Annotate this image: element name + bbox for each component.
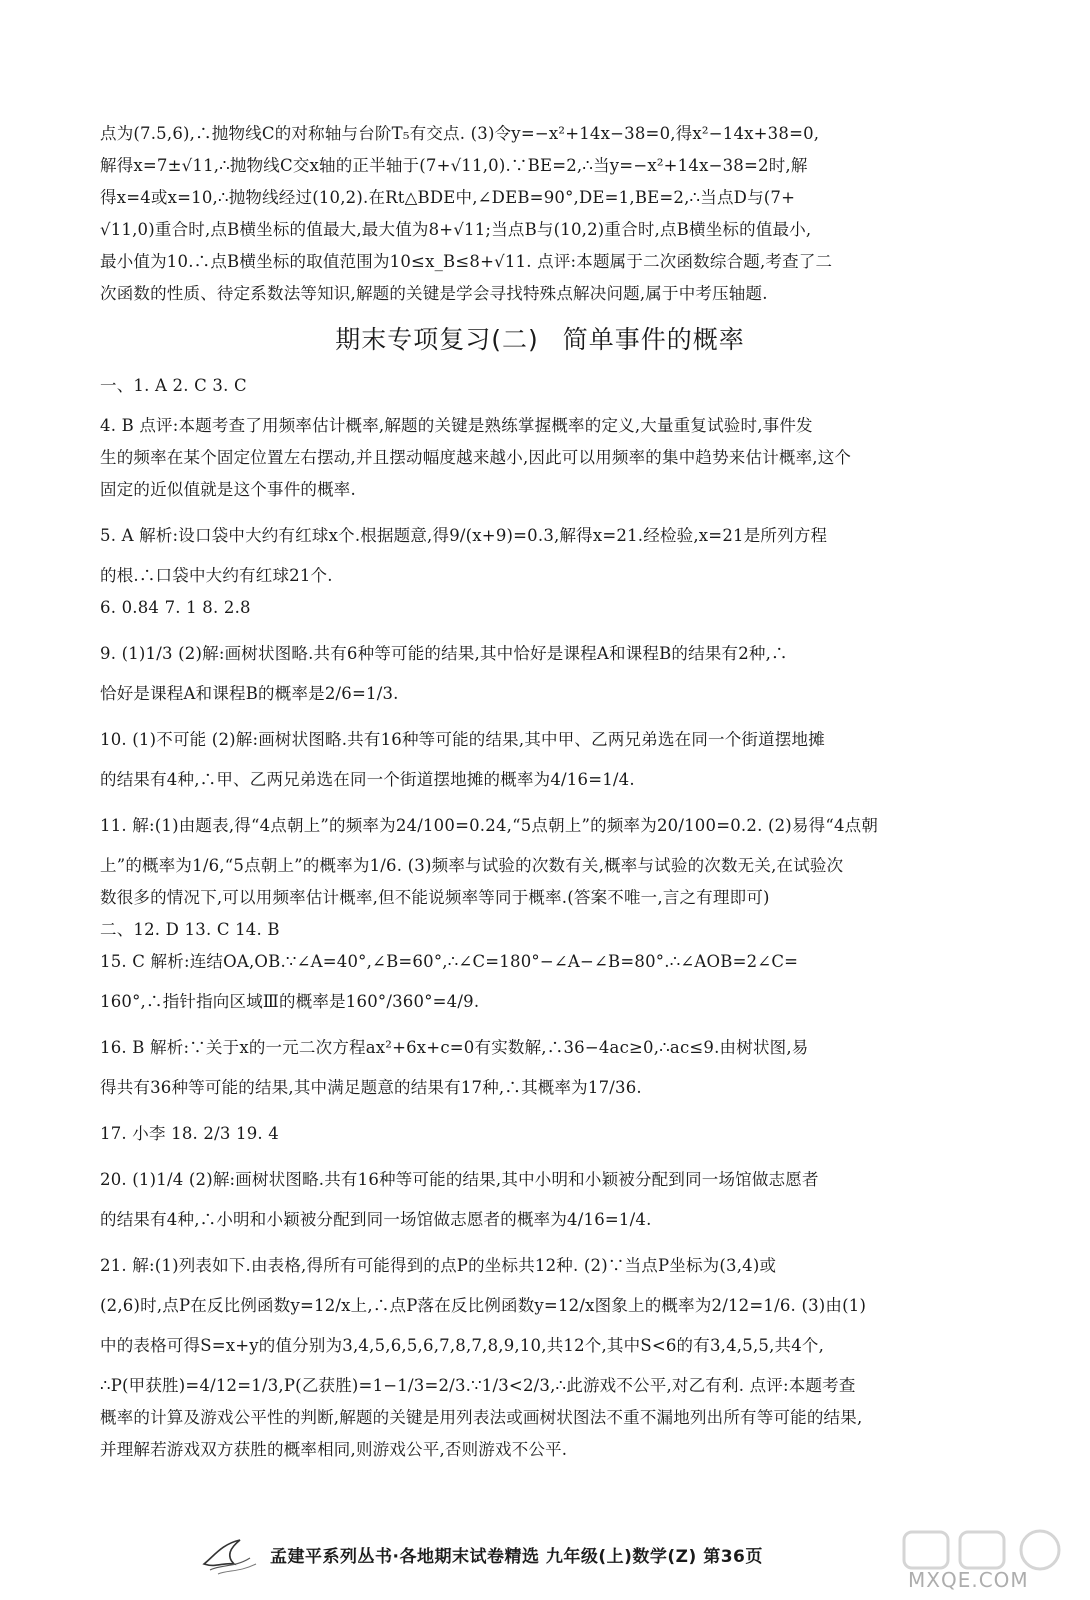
answer-line: 9. (1)1/3 (2)解:画树状图略.共有6种等可能的结果,其中恰好是课程A和课程B的结果有2种,∴ xyxy=(100,644,788,663)
answer-line: 的结果有4种,∴甲、乙两兄弟选在同一个街道摆地摊的概率为4/16=1/4. xyxy=(100,770,635,789)
answer-line: 11. 解:(1)由题表,得“4点朝上”的频率为24/100=0.24,“5点朝上”的频率为20/100=0.2. (2)易得“4点朝 xyxy=(100,816,879,835)
answer-line: ∴P(甲获胜)=4/12=1/3,P(乙获胜)=1−1/3=2/3.∵1/3<2/3,∴此游戏不公平,对乙有利. 点评:本题考查 xyxy=(100,1376,856,1395)
answer-line: 的结果有4种,∴小明和小颖被分配到同一场馆做志愿者的概率为4/16=1/4. xyxy=(100,1210,652,1229)
page-footer xyxy=(0,1528,1090,1592)
answer-line: 二、12. D 13. C 14. B xyxy=(100,920,280,939)
answer-line: 10. (1)不可能 (2)解:画树状图略.共有16种等可能的结果,其中甲、乙两兄弟选在同一个街道摆地摊 xyxy=(100,730,825,749)
bird-logo-icon xyxy=(200,1534,260,1582)
text-line: √11,0)重合时,点B横坐标的值最大,最大值为8+√11;当点B与(10,2)重合时,点B横坐标的值最小, xyxy=(100,220,812,239)
answer-line: 生的频率在某个固定位置左右摆动,并且摆动幅度越来越小,因此可以用频率的集中趋势来估计概率,这个 xyxy=(100,448,852,467)
answer-line: 16. B 解析:∵关于x的一元二次方程ax²+6x+c=0有实数解,∴36−4ac≥0,∴ac≤9.由树状图,易 xyxy=(100,1038,809,1057)
footer-text: 孟建平系列丛书·各地期末试卷精选 九年级(上)数学(Z) 第36页 xyxy=(270,1547,763,1567)
answer-line: 6. 0.84 7. 1 8. 2.8 xyxy=(100,598,251,617)
answer-line: 一、1. A 2. C 3. C xyxy=(100,376,247,395)
text-line: 点为(7.5,6),∴抛物线C的对称轴与台阶T₅有交点. (3)令y=−x²+14x−38=0,得x²−14x+38=0, xyxy=(100,124,820,143)
answer-line: 17. 小李 18. 2/3 19. 4 xyxy=(100,1124,279,1143)
answer-line: 15. C 解析:连结OA,OB.∵∠A=40°,∠B=60°,∴∠C=180°−∠A−∠B=80°.∴∠AOB=2∠C= xyxy=(100,952,799,971)
answer-line: 恰好是课程A和课程B的概率是2/6=1/3. xyxy=(100,684,399,703)
answer-line: 中的表格可得S=x+y的值分别为3,4,5,6,5,6,7,8,7,8,9,10,共12个,其中S<6的有3,4,5,5,共4个, xyxy=(100,1336,825,1355)
answer-page xyxy=(100,118,980,1466)
answer-line: 固定的近似值就是这个事件的概率. xyxy=(100,480,356,499)
text-line: 得x=4或x=10,∴抛物线经过(10,2).在Rt△BDE中,∠DEB=90°,DE=1,BE=2,∴当点D与(7+ xyxy=(100,188,796,207)
answer-line: 160°,∴指针指向区域Ⅲ的概率是160°/360°=4/9. xyxy=(100,992,480,1011)
answer-line: 21. 解:(1)列表如下.由表格,得所有可能得到的点P的坐标共12种. (2)∵当点P坐标为(3,4)或 xyxy=(100,1256,777,1275)
text-line: 最小值为10.∴点B横坐标的取值范围为10≤x_B≤8+√11. 点评:本题属于二次函数综合题,考查了二 xyxy=(100,252,833,271)
text-line: 解得x=7±√11,∴抛物线C交x轴的正半轴于(7+√11,0).∵BE=2,∴当y=−x²+14x−38=2时,解 xyxy=(100,156,808,175)
answer-line: 并理解若游戏双方获胜的概率相同,则游戏公平,否则游戏不公平. xyxy=(100,1440,568,1459)
section-title: 期末专项复习(二) 简单事件的概率 xyxy=(335,325,745,354)
answer-line: 20. (1)1/4 (2)解:画树状图略.共有16种等可能的结果,其中小明和小颖被分配到同一场馆做志愿者 xyxy=(100,1170,819,1189)
text-line: 次函数的性质、待定系数法等知识,解题的关键是学会寻找特殊点解决问题,属于中考压轴题. xyxy=(100,284,768,303)
answer-line: 的根.∴口袋中大约有红球21个. xyxy=(100,566,333,585)
answer-line: 5. A 解析:设口袋中大约有红球x个.根据题意,得9/(x+9)=0.3,解得x=21.经检验,x=21是所列方程 xyxy=(100,526,828,545)
answer-line: (2,6)时,点P在反比例函数y=12/x上,∴点P落在反比例函数y=12/x图象上的概率为2/12=1/6. (3)由(1) xyxy=(100,1296,867,1315)
watermark-text: MXQE.COM xyxy=(908,1568,1029,1592)
answer-line: 4. B 点评:本题考查了用频率估计概率,解题的关键是熟练掌握概率的定义,大量重复试验时,事件发 xyxy=(100,416,813,435)
answer-line: 概率的计算及游戏公平性的判断,解题的关键是用列表法或画树状图法不重不漏地列出所有等可能的结果, xyxy=(100,1408,863,1427)
answer-line: 上”的概率为1/6,“5点朝上”的概率为1/6. (3)频率与试验的次数有关,概率与试验的次数无关,在试验次 xyxy=(100,856,844,875)
answer-line: 数很多的情况下,可以用频率估计概率,但不能说频率等同于概率.(答案不唯一,言之有理即可) xyxy=(100,888,770,907)
answer-line: 得共有36种等可能的结果,其中满足题意的结果有17种,∴其概率为17/36. xyxy=(100,1078,642,1097)
